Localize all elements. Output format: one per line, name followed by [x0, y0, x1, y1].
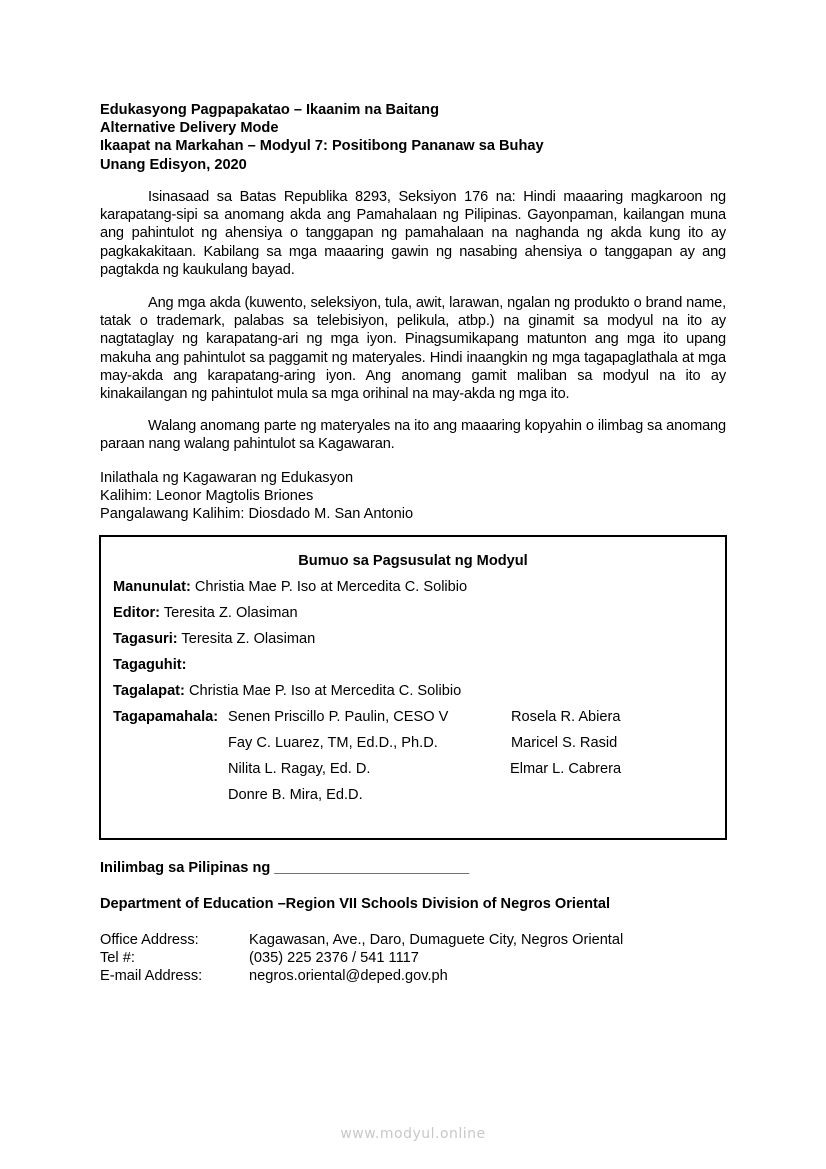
publisher-line: Inilathala ng Kagawaran ng Edukasyon [100, 470, 354, 486]
contact-label: Tel #: [100, 950, 135, 967]
credit-row-layout [113, 683, 461, 699]
manager-name: Nilita L. Ragay, Ed. D. [228, 761, 371, 777]
manager-name: Elmar L. Cabrera [510, 761, 622, 777]
printed-in-line: Inilimbag sa Pilipinas ng ________________________ [100, 860, 470, 876]
credit-value: Teresita Z. Olasiman [181, 631, 316, 647]
credits-title: Bumuo sa Pagsusulat ng Modyul [298, 553, 528, 569]
manager-name: Senen Priscillo P. Paulin, CESO V [228, 709, 449, 725]
secretary-line: Kalihim: Leonor Magtolis Briones [100, 488, 314, 505]
credit-label: Tagapamahala: [113, 709, 219, 725]
watermark: www.modyul.online [340, 1126, 486, 1142]
deped-division: Department of Education –Region VII Schools Division of Negros Oriental [100, 896, 611, 912]
credit-label: Tagalapat: [113, 683, 185, 699]
contact-value: negros.oriental@deped.gov.ph [249, 968, 448, 985]
credit-value: Christia Mae P. Iso at Mercedita C. Solibio [194, 579, 468, 595]
contact-label: Office Address: [100, 932, 199, 948]
reproduction-text: Walang anomang parte ng materyales na ito ang maaaring kopyahin o ilimbag sa anomang paraan nang walang pahintulot sa Kagawaran. [100, 418, 726, 453]
edition: Unang Edisyon, 2020 [100, 156, 247, 173]
credit-row-illustrator [113, 657, 187, 673]
manager-name: Maricel S. Rasid [511, 735, 618, 751]
document-header [100, 101, 544, 174]
publisher-info [100, 469, 413, 524]
contact-value: (035) 225 2376 / 541 1117 [249, 950, 419, 967]
credits-box [99, 535, 727, 840]
undersecretary-line: Pangalawang Kalihim: Diosdado M. San Antonio [100, 506, 414, 523]
credit-label: Tagaguhit: [113, 657, 187, 673]
copyright-text: Isinasaad sa Batas Republika 8293, Seksiyon 176 na: Hindi maaaring magkaroon ng karapatang-sipi sa anomang akda ang Pamahalaan ng Pilipinas. Gayonpaman, kailangan muna ang pahintulot ng ahensiya o tanggapan ng pamahalaan na naghanda ng akda kung ito ay pagkakakitaan. Kabilang sa mga maaaring gawin ng nasabing ahensiya o tanggapan ay ang pagtakda ng kaukulang bayad. [100, 189, 726, 278]
borrowed-materials-paragraph [100, 294, 726, 403]
subject-title: Edukasyong Pagpapakatao – Ikaanim na Baitang [100, 102, 440, 118]
manager-name: Fay C. Luarez, TM, Ed.D., Ph.D. [228, 735, 438, 751]
copyright-paragraph [100, 188, 726, 279]
credit-row-editor [113, 605, 298, 621]
credit-value: Teresita Z. Olasiman [163, 605, 298, 621]
credit-label: Tagasuri: [113, 631, 178, 647]
credit-label: Editor: [113, 605, 161, 621]
credit-row-writer [113, 579, 467, 595]
contact-value: Kagawasan, Ave., Daro, Dumaguete City, Negros Oriental [249, 932, 624, 948]
managers-label [113, 709, 218, 725]
module-title: Ikaapat na Markahan – Modyul 7: Positibong Pananaw sa Buhay [100, 138, 544, 155]
credit-row-reviewer [113, 631, 315, 647]
reproduction-paragraph [100, 417, 726, 453]
credit-label: Manunulat: [113, 579, 191, 595]
borrowed-materials-text: Ang mga akda (kuwento, seleksiyon, tula, awit, larawan, ngalan ng produkto o brand name, tatak o trademark, palabas sa telebisiyon, pelikula, atbp.) na ginamit sa modyul na ito ay nagtataglay ng karapatang-ari ng mga iyon. Pinagsumikapang matunton ang mga ito upang makuha ang pahintulot sa paggamit ng materyales. Hindi inaangkin ng mga tagapaglathala at mga may-akda ang karapatang-aring iyon. Ang anomang gamit maliban sa modyul na ito ay kinakailangan ng pahintulot mula sa mga orihinal na may-akda ng mga ito. [100, 295, 726, 403]
manager-name: Rosela R. Abiera [511, 709, 621, 725]
manager-name: Donre B. Mira, Ed.D. [228, 787, 363, 803]
credit-value: Christia Mae P. Iso at Mercedita C. Solibio [188, 683, 462, 699]
contact-label: E-mail Address: [100, 968, 203, 985]
delivery-mode: Alternative Delivery Mode [100, 120, 279, 137]
